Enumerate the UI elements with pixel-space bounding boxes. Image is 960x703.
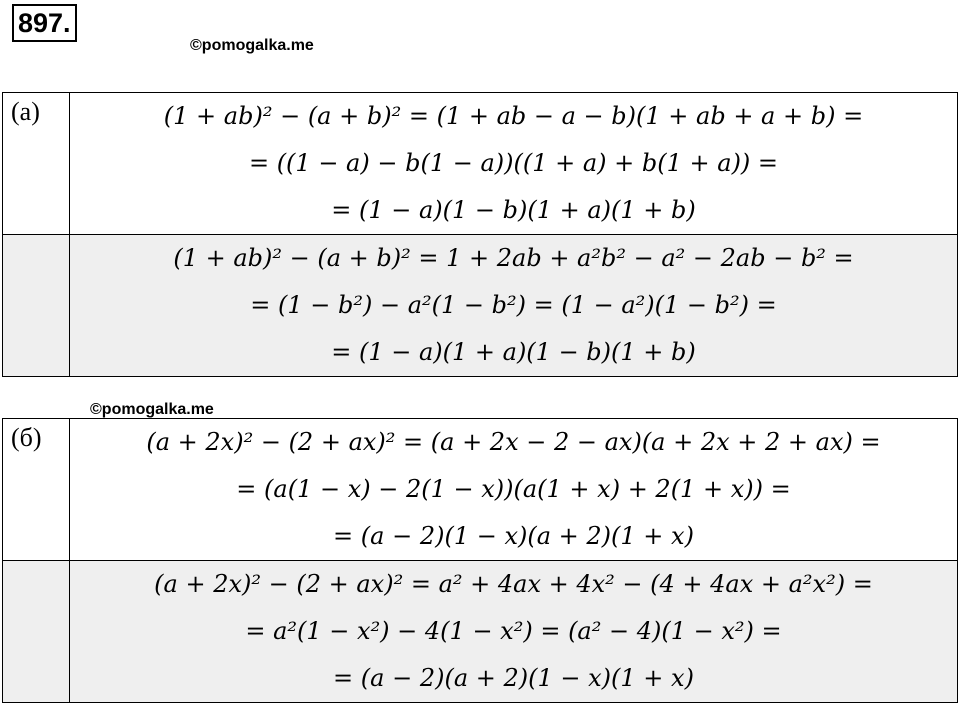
method-cell (70, 561, 958, 703)
method-cell (70, 235, 958, 377)
method-cell (70, 93, 958, 235)
method-cell (70, 419, 958, 561)
equation-line: = (a − 2)(1 − x)(a + 2)(1 + x) (333, 522, 694, 550)
solution-table-b (2, 418, 958, 703)
equation-line: = (1 − b²) − a²(1 − b²) = (1 − a²)(1 − b²) = (250, 291, 777, 319)
equation-line: (1 + ab)² − (a + b)² = (1 + ab − a − b)(1 + ab + a + b) = (163, 102, 864, 130)
equation-line: = a²(1 − x²) − 4(1 − x²) = (a² − 4)(1 − x²) = (245, 617, 782, 645)
method-row (3, 235, 958, 377)
equation-line: = (1 − a)(1 + a)(1 − b)(1 + b) (331, 338, 696, 366)
method-row (3, 561, 958, 703)
part-label-empty (3, 561, 70, 703)
equation-line: (a + 2x)² − (2 + ax)² = a² + 4ax + 4x² − (4 + 4ax + a²x²) = (154, 570, 873, 598)
problem-number: 897. (12, 4, 77, 42)
equation-line: = (a − 2)(a + 2)(1 − x)(1 + x) (333, 664, 694, 692)
method-row (3, 419, 958, 561)
watermark: ©pomogalka.me (90, 401, 214, 418)
equation-line: (a + 2x)² − (2 + ax)² = (a + 2x − 2 − ax)(a + 2x + 2 + ax) = (146, 428, 881, 456)
equation-line: = (a(1 − x) − 2(1 − x))(a(1 + x) + 2(1 + x)) = (236, 475, 791, 503)
part-label: (б) (3, 419, 70, 561)
equation-line: (1 + ab)² − (a + b)² = 1 + 2ab + a²b² − a² − 2ab − b² = (173, 244, 854, 272)
watermark: ©pomogalka.me (190, 37, 314, 54)
solution-table-a (2, 92, 958, 377)
method-row (3, 93, 958, 235)
part-label-empty (3, 235, 70, 377)
equation-line: = ((1 − a) − b(1 − a))((1 + a) + b(1 + a)) = (248, 149, 779, 177)
part-label: (а) (3, 93, 70, 235)
equation-line: = (1 − a)(1 − b)(1 + a)(1 + b) (331, 196, 696, 224)
